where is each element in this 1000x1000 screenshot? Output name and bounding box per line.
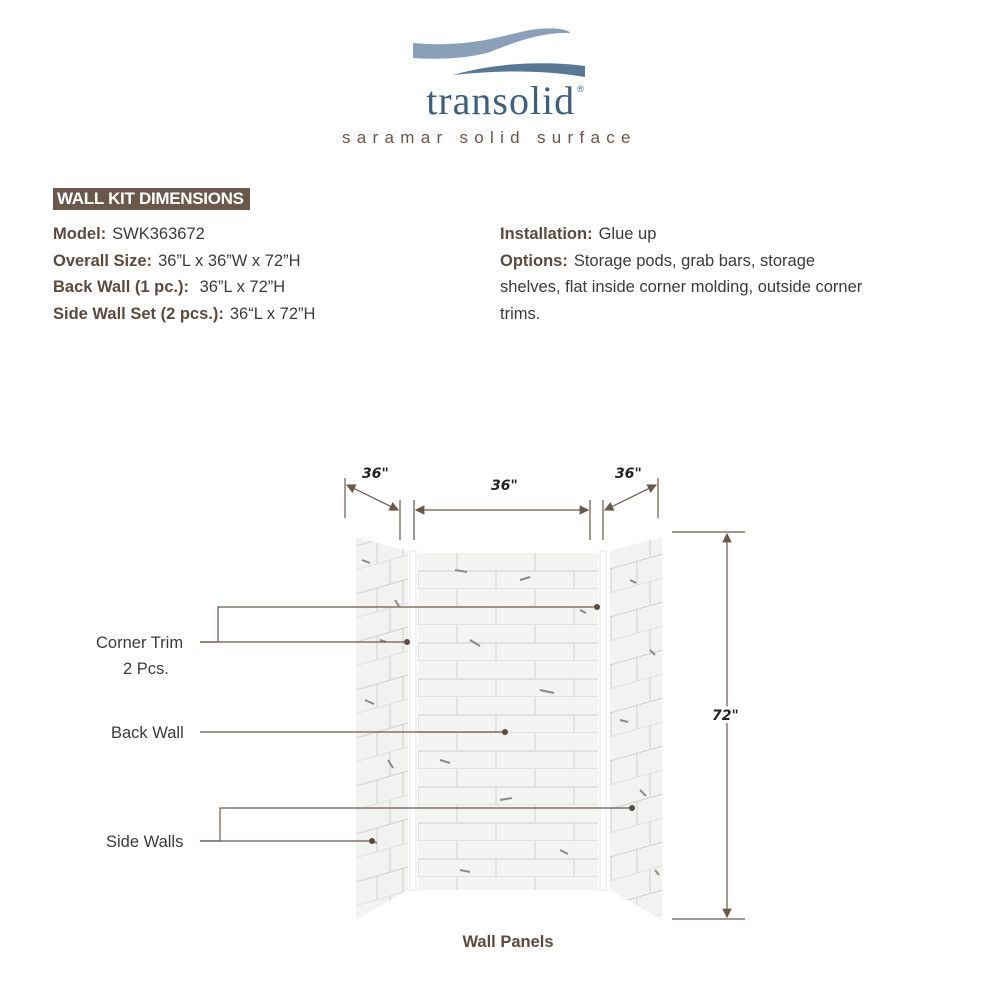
corner-trim-right (600, 551, 606, 890)
corner-trim-left (410, 551, 416, 890)
dim-height-label: 72" (712, 708, 739, 724)
spec-value: Glue up (598, 225, 657, 243)
spec-label: Installation: (500, 225, 593, 243)
spec-label: Overall Size: (53, 251, 153, 270)
spec-label: Back Wall (1 pc.): (53, 278, 190, 296)
dim-left-label: 36" (362, 466, 389, 482)
spec-value: 36”L x 36”W x 72”H (158, 251, 301, 270)
spec-label: Model: (53, 225, 107, 243)
left-side-wall (356, 537, 408, 920)
spec-label: Options: (500, 251, 568, 270)
dim-center-label: 36" (491, 478, 518, 494)
logo-wordmark: transolid (426, 78, 576, 123)
diagram-caption: Wall Panels (462, 933, 554, 951)
callout-side-walls: Side Walls (106, 833, 184, 851)
registered-mark: ® (577, 84, 584, 94)
spec-value: 36”L x 72”H (195, 278, 286, 296)
callout-back-wall: Back Wall (111, 724, 184, 742)
back-wall (418, 553, 598, 890)
callout-corner-trim-count: 2 Pcs. (123, 660, 169, 678)
spec-label: Side Wall Set (2 pcs.): (53, 304, 224, 323)
logo-tagline: saramar solid surface (342, 128, 637, 147)
right-side-wall (610, 537, 662, 920)
section-title: WALL KIT DIMENSIONS (53, 188, 250, 210)
spec-value: 36“L x 72”H (229, 304, 316, 323)
spec-value: SWK363672 (112, 225, 205, 243)
spec-value: Storage pods, grab bars, storage shelves, flat inside corner molding, outside corner trims. (500, 251, 863, 323)
dim-right-label: 36" (615, 466, 642, 482)
callout-corner-trim: Corner Trim (96, 634, 184, 652)
